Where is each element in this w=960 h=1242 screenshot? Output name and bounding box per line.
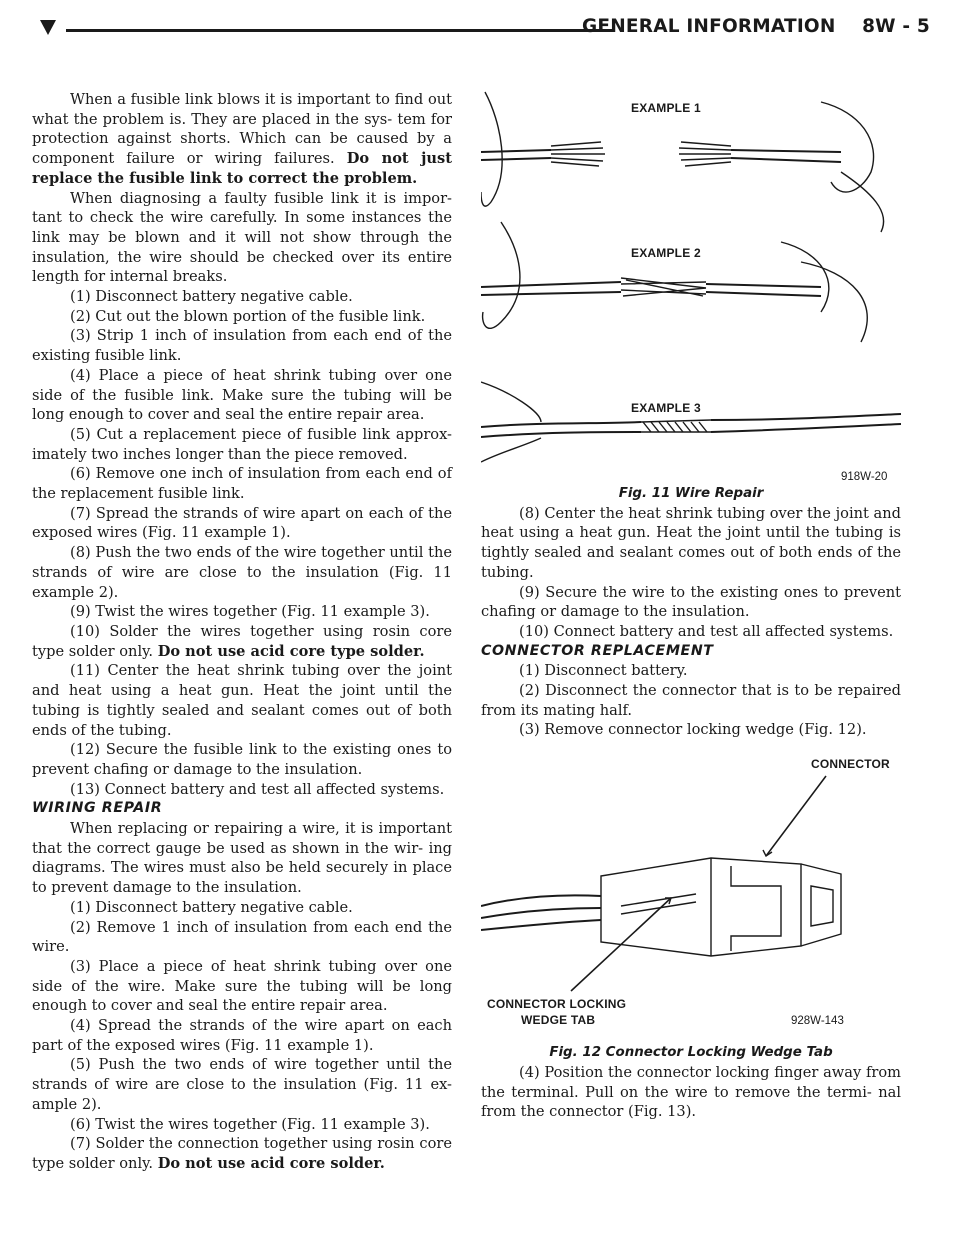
left-column [32, 90, 452, 1174]
figure-caption: Fig. 12 Connector Locking Wedge Tab [549, 1045, 833, 1061]
step-item: (1) Disconnect battery negative cable. [70, 288, 353, 306]
step-item: (3) Strip 1 inch of insulation from each end of the existing fusible link. [32, 327, 452, 365]
figure-label-connector: CONNECTOR [811, 757, 890, 772]
step-item: (2) Cut out the blown portion of the fusible link. [70, 307, 426, 325]
section-heading-connector-replacement: CONNECTOR REPLACEMENT [481, 642, 714, 659]
wire-repair-figure [481, 82, 901, 484]
step-item: (3) Place a piece of heat shrink tubing over one side of the wire. Make sure the tubing will be long enough to cover and seal the entire repair area. [32, 957, 452, 1015]
step-item: (6) Remove one inch of insulation from each end of the replacement fusible link. [32, 465, 452, 503]
step-item [32, 1134, 452, 1173]
step-item: (9) Twist the wires together (Fig. 11 example 3). [70, 603, 430, 621]
step-item: (8) Push the two ends of the wire together until the strands of wire are close to the insulation (Fig. 11 example 2). [32, 544, 452, 601]
warning-text: Do not use acid core solder. [157, 1154, 385, 1172]
figure-code: 928W-143 [791, 1015, 844, 1028]
section-triangle-icon [40, 20, 56, 35]
step-item: (10) Connect battery and test all affected systems. [519, 622, 894, 640]
step-item [32, 622, 452, 661]
paragraph: When diagnosing a faulty fusible link it is impor- tant to check the wire carefully. In some instances the link may be blown and it will not show through the insulation, the wire should be checked over its entire length for internal breaks. [32, 189, 452, 286]
warning-text: Do not just replace the fusible link to correct the problem. [32, 150, 452, 187]
figure-label-example-2: EXAMPLE 2 [631, 246, 701, 260]
step-item: (1) Disconnect battery negative cable. [70, 898, 353, 916]
step-item: (13) Connect battery and test all affected systems. [70, 780, 445, 798]
figure-caption: Fig. 11 Wire Repair [618, 486, 764, 501]
page-header [36, 12, 930, 40]
paragraph [32, 90, 452, 189]
step-item: (6) Twist the wires together (Fig. 11 example 3). [70, 1115, 430, 1133]
paragraph: When replacing or repairing a wire, it is important that the correct gauge be used as shown in the wir- ing diagrams. The wires must also be held securely in place to prevent damage to the insulation. [32, 820, 452, 897]
step-item: (5) Push the two ends of wire together until the strands of wire are close to the insulation (Fig. 11 ex- ample 2). [32, 1056, 452, 1113]
step-item: (12) Secure the fusible link to the existing ones to prevent chafing or damage to the insulation. [32, 741, 452, 778]
figure-label-wedge-line1: CONNECTOR LOCKING [487, 997, 627, 1012]
step-item: (7) Spread the strands of wire apart on each of the exposed wires (Fig. 11 example 1). [32, 504, 452, 542]
step-item: (11) Center the heat shrink tubing over the joint and heat using a heat gun. Heat the joint until the tubing is tightly sealed and sealant comes out of both ends of the tubing. [32, 662, 452, 739]
step-item: (1) Disconnect battery. [519, 662, 688, 680]
figure-code: 918W-20 [841, 471, 888, 483]
page-title: GENERAL INFORMATION 8W - 5 [582, 16, 930, 37]
step-item: (4) Place a piece of heat shrink tubing over one side of the fusible link. Make sure the tubing will be long enough to cover and seal the entire repair area. [32, 366, 452, 424]
section-heading-wiring-repair: WIRING REPAIR [32, 800, 163, 817]
figure-label-example-3: EXAMPLE 3 [631, 401, 701, 415]
step-item: (9) Secure the wire to the existing ones to prevent chafing or damage to the insulation. [481, 583, 901, 621]
step-item: (2) Disconnect the connector that is to be repaired from its mating half. [481, 682, 901, 719]
header-rule [66, 29, 612, 32]
step-item: (2) Remove 1 inch of insulation from each end the wire. [32, 918, 452, 956]
warning-text: Do not use acid core type solder. [157, 642, 425, 660]
paragraph-text: When a fusible link blows it is important to find out what the problem is. They are placed in the sys- tem for protection against shorts. Which can be caused by a component failure or wiring failures. [32, 91, 452, 168]
figure-label-example-1: EXAMPLE 1 [631, 101, 701, 115]
step-item: (3) Remove connector locking wedge (Fig. 12). [519, 721, 867, 739]
figure-label-wedge-line2: WEDGE TAB [521, 1013, 596, 1028]
right-column [481, 84, 901, 1122]
step-text: (10) Solder the wires together using rosin core type solder only. [32, 622, 452, 660]
connector-figure [481, 746, 901, 1043]
step-item: (4) Position the connector locking finger away from the terminal. Pull on the wire to remove the termi- nal from the connector (Fig. 13). [481, 1063, 901, 1121]
step-item: (8) Center the heat shrink tubing over the joint and heat using a heat gun. Heat the joint until the tubing is tightly sealed and sealant comes out of both ends of the tubing. [481, 504, 901, 581]
step-text: (7) Solder the connection together using rosin core type solder only. [32, 1135, 452, 1172]
step-item: (5) Cut a replacement piece of fusible link approx- imately two inches longer than the piece removed. [32, 425, 452, 463]
step-item: (4) Spread the strands of the wire apart on each part of the exposed wires (Fig. 11 example 1). [32, 1017, 452, 1054]
